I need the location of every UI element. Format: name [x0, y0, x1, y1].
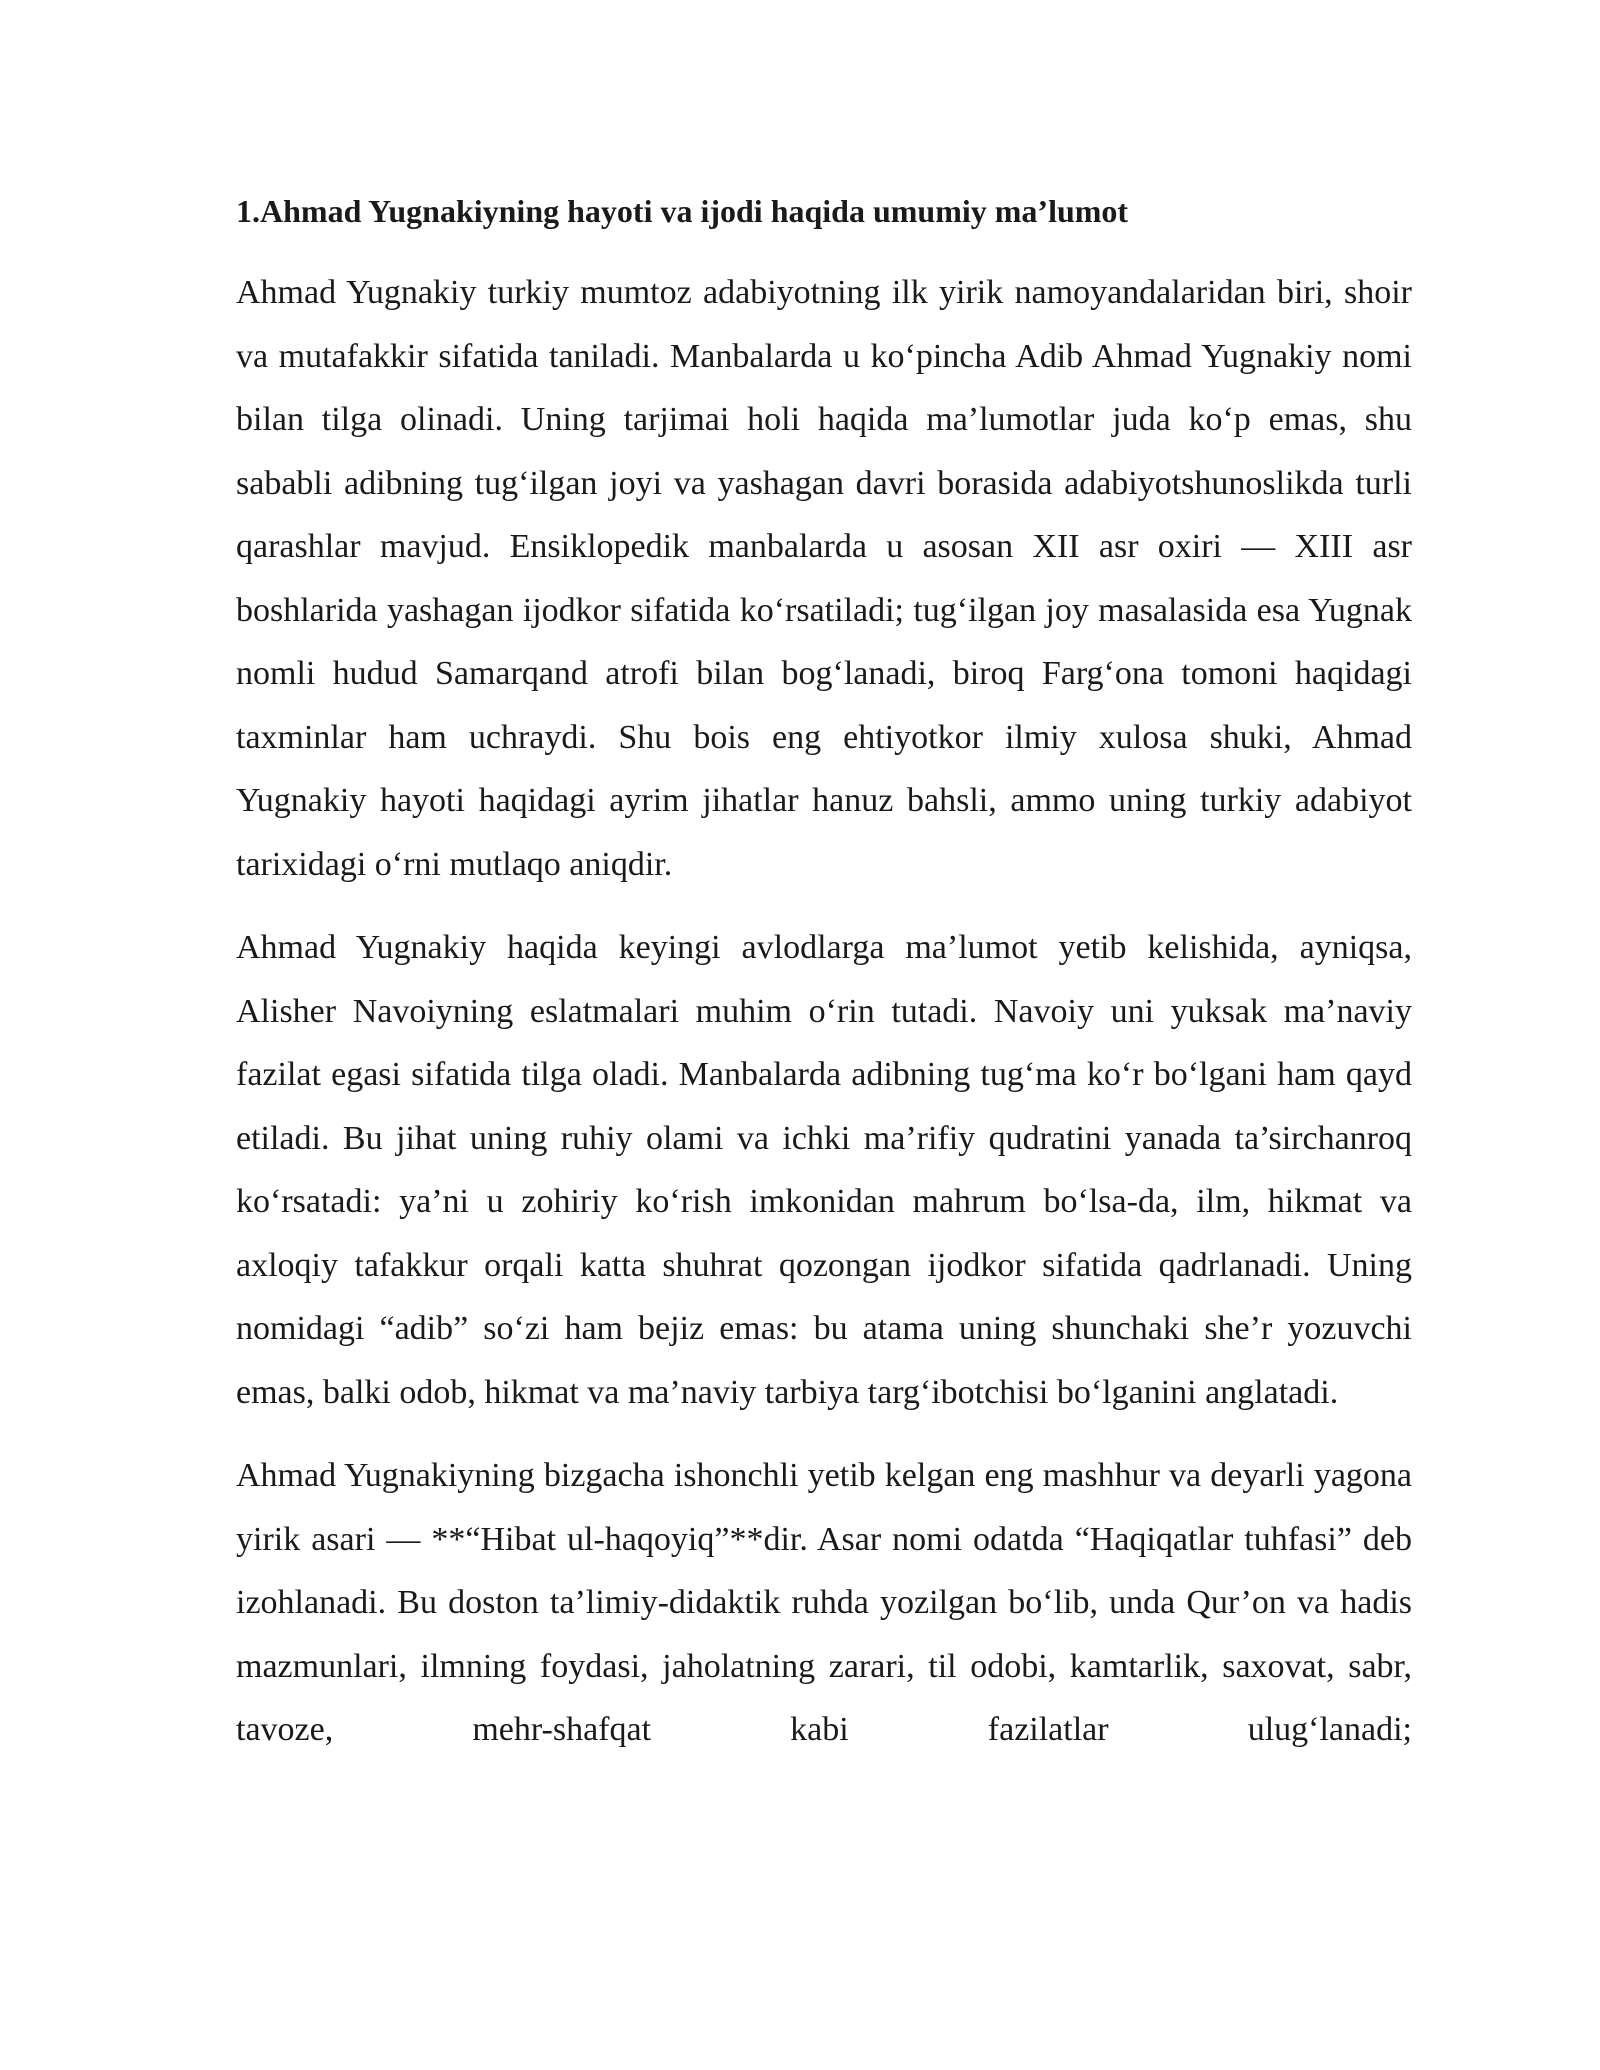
paragraph-biography: Ahmad Yugnakiy turkiy mumtoz adabiyotning ilk yirik namoyandalaridan biri, shoir va mutafakkir sifatida taniladi. Manbalarda u ko‘pincha Adib Ahmad Yugnakiy nomi bilan tilga olinadi. Uning tarjimai holi haqida ma’lumotlar juda ko‘p emas, shu sababli adibning tug‘ilgan joyi va yashagan davri borasida adabiyotshunoslikda turli qarashlar mavjud. Ensiklopedik manbalarda u asosan XII asr oxiri — XIII asr boshlarida yashagan ijodkor sifatida ko‘rsatiladi; tug‘ilgan joy masalasida esa Yugnak nomli hudud Samarqand atrofi bilan bog‘lanadi, biroq Farg‘ona tomoni haqidagi taxminlar ham uchraydi. Shu bois eng ehtiyotkor ilmiy xulosa shuki, Ahmad Yugnakiy hayoti haqidagi ayrim jihatlar hanuz bahsli, ammo uning turkiy adabiyot tarixidagi o‘rni mutlaqo aniqdir. [236, 274, 1412, 883]
section-heading: 1.Ahmad Yugnakiyning hayoti va ijodi haqida umumiy ma’lumot [236, 193, 1129, 229]
document-body [236, 185, 1412, 1762]
paragraph-hibat-ul-haqoyiq: Ahmad Yugnakiyning bizgacha ishonchli yetib kelgan eng mashhur va deyarli yagona yirik asari — **“Hibat ul-haqoyiq”**dir. Asar nomi odatda “Haqiqatlar tuhfasi” deb izohlanadi. Bu doston ta’limiy-didaktik ruhda yozilgan bo‘lib, unda Qur’on va hadis mazmunlari, ilmning foydasi, jaholatning zarari, til odobi, kamtarlik, saxovat, sabr, tavoze, mehr-shafqat kabi fazilatlar ulug‘lanadi; [236, 1457, 1412, 1748]
paragraph-navoi-notes: Ahmad Yugnakiy haqida keyingi avlodlarga ma’lumot yetib kelishida, ayniqsa, Alisher Navoiyning eslatmalari muhim o‘rin tutadi. Navoiy uni yuksak ma’naviy fazilat egasi sifatida tilga oladi. Manbalarda adibning tug‘ma ko‘r bo‘lgani ham qayd etiladi. Bu jihat uning ruhiy olami va ichki ma’rifiy qudratini yanada ta’sirchanroq ko‘rsatadi: ya’ni u zohiriy ko‘rish imkonidan mahrum bo‘lsa-da, ilm, hikmat va axloqiy tafakkur orqali katta shuhrat qozongan ijodkor sifatida qadrlanadi. Uning nomidagi “adib” so‘zi ham bejiz emas: bu atama uning shunchaki she’r yozuvchi emas, balki odob, hikmat va ma’naviy tarbiya targ‘ibotchisi bo‘lganini anglatadi. [236, 929, 1412, 1411]
